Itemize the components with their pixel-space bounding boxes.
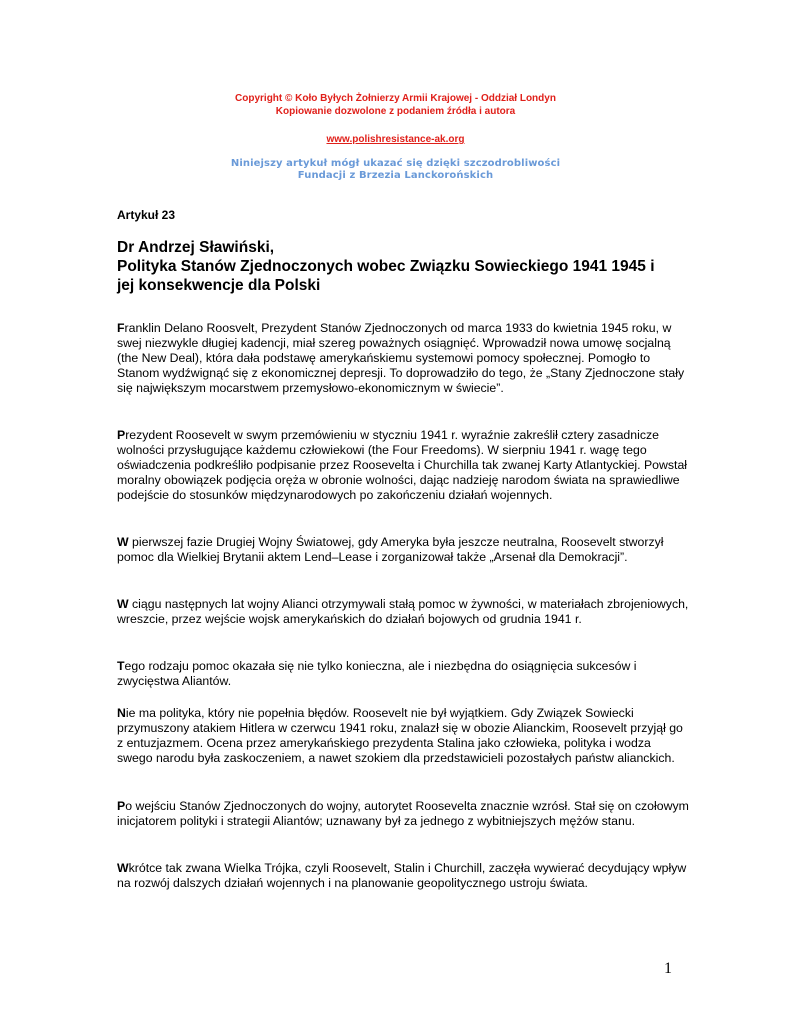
paragraph-text: ranklin Delano Roosvelt, Prezydent Stanów Zjednoczonych od marca 1933 do kwietnia 1945 roku, w swej niezwykle długiej kadencji, miał szereg poważnych osiągnięć. Wprowadził nowa umowę socjalną (the New Deal), która dała podstawę amerykańskiemu systemowi pomocy społecznej. Pomogło to Stanom wydźwignąć się z ekonomicznej depresji. To doprowadziło do tego, że „Stany Zjednoczone stały się największym mocarstwem przemysłowo-ekonomicznym w świecie”. <box>117 321 685 395</box>
paragraph-8 <box>117 861 689 891</box>
paragraph-3 <box>117 535 689 565</box>
paragraph-initial: W <box>117 861 129 875</box>
title-line-3: jej konsekwencje dla Polski <box>117 277 321 294</box>
paragraph-initial: T <box>117 659 125 673</box>
page-number: 1 <box>664 960 672 977</box>
copyright-line: Copyright © Koło Byłych Żołnierzy Armii Krajowej - Oddział Londyn <box>235 93 556 104</box>
paragraph-initial: P <box>117 799 126 813</box>
paragraph-text: o wejściu Stanów Zjednoczonych do wojny, autorytet Roosevelta znacznie wzrósł. Stał się on czołowym inicjatorem polityki i strategii Aliantów; uznawany był za jednego z wybitniejszych mężów stanu. <box>117 799 689 828</box>
paragraph-5 <box>117 659 689 689</box>
paragraph-initial: F <box>117 321 125 335</box>
paragraph-text: pierwszej fazie Drugiej Wojny Światowej, gdy Ameryka była jeszcze neutralna, Roosevelt stworzył pomoc dla Wielkiej Brytanii aktem Lend–Lease i zorganizował także „Arsenał dla Demokracji”. <box>117 535 664 564</box>
article-title <box>117 238 687 295</box>
paragraph-text: rezydent Roosevelt w swym przemówieniu w styczniu 1941 r. wyraźnie zakreślił cztery zasadnicze wolności przysługujące każdemu człowiekowi (the Four Freedoms). W sierpniu 1941 r. wagę tego oświadczenia podkreśliło podpisanie przez Roosevelta i Churchilla tak zwanej Karty Atlantyckiej. Powstał moralny obowiązek podjęcia oręża w obronie wolności, dając nadzieję narodom świata na sprawiedliwe podejście do stosunków międzynarodowych po zakończeniu działań wojennych. <box>117 428 688 502</box>
title-line-2: Polityka Stanów Zjednoczonych wobec Związku Sowieckiego 1941 1945 i <box>117 258 655 275</box>
paragraph-2 <box>117 428 689 503</box>
paragraph-1 <box>117 321 689 396</box>
paragraph-text: krótce tak zwana Wielka Trójka, czyli Roosevelt, Stalin i Churchill, zaczęła wywierać decydujący wpływ na rozwój dalszych działań wojennych i na planowanie geopolitycznego ustroju świata. <box>117 861 687 890</box>
paragraph-7 <box>117 799 689 829</box>
title-author: Dr Andrzej Sławiński, <box>117 239 275 256</box>
sponsor-line-1: Niniejszy artykuł mógł ukazać się dzięki szczodrobliwości <box>230 158 561 169</box>
paragraph-initial: W <box>117 597 129 611</box>
article-label: Artykuł 23 <box>117 208 176 222</box>
paragraph-initial: N <box>117 706 126 720</box>
paragraph-text: ego rodzaju pomoc okazała się nie tylko konieczna, ale i niezbędna do osiągnięcia sukcesów i zwycięstwa Aliantów. <box>117 659 637 688</box>
paragraph-4 <box>117 597 689 627</box>
paragraph-text: ciągu następnych lat wojny Alianci otrzymywali stałą pomoc w żywności, w materiałach zbrojeniowych, wreszcie, przez wejście wojsk amerykańskich do działań bojowych od grudnia 1941 r. <box>117 597 689 626</box>
website-link[interactable]: www.polishresistance-ak.org <box>326 134 465 145</box>
copy-permission-line: Kopiowanie dozwolone z podaniem źródła i autora <box>275 106 516 117</box>
paragraph-6 <box>117 706 689 766</box>
paragraph-initial: P <box>117 428 126 442</box>
sponsor-line-2: Fundacji z Brzezia Lanckorońskich <box>297 170 494 181</box>
paragraph-text: ie ma polityka, który nie popełnia błędów. Roosevelt nie był wyjątkiem. Gdy Związek Sowiecki przymuszony atakiem Hitlera w czerwcu 1941 roku, znalazł się w obozie Alianckim, Roosevelt przyjął go z entuzjazmem. Ocena przez amerykańskiego prezydenta Stalina jako człowieka, polityka i wodza swego narodu była zaskoczeniem, a nawet szokiem dla przedstawicieli pozostałych państw alianckich. <box>117 706 683 765</box>
paragraph-initial: W <box>117 535 129 549</box>
